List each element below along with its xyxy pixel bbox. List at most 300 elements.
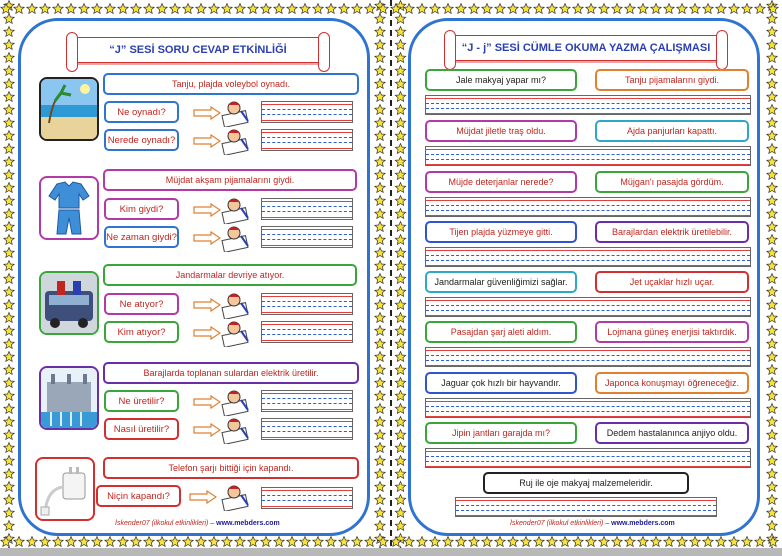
star-icon — [4, 261, 14, 271]
star-icon — [375, 443, 385, 453]
star-icon — [767, 495, 777, 505]
question-text: Niçin kapandı? — [107, 490, 170, 502]
sentence-box — [103, 457, 359, 479]
sentence-box — [595, 271, 749, 293]
star-icon — [395, 313, 405, 323]
question-text: Ne atıyor? — [119, 298, 164, 310]
star-icon — [4, 105, 14, 115]
sentence-text: Müjdat jiletle traş oldu. — [456, 126, 546, 136]
question-box — [96, 485, 181, 507]
star-icon — [767, 183, 777, 193]
star-icon — [4, 482, 14, 492]
star-icon — [755, 4, 765, 14]
star-icon — [4, 443, 14, 453]
star-icon — [4, 430, 14, 440]
writing-lines[interactable] — [425, 347, 751, 367]
star-icon — [4, 131, 14, 141]
star-icon — [375, 352, 385, 362]
star-icon — [395, 469, 405, 479]
writing-lines[interactable] — [425, 95, 751, 115]
writing-child-icon — [221, 291, 251, 319]
star-icon — [375, 495, 385, 505]
star-icon — [767, 196, 777, 206]
question-box — [104, 101, 179, 123]
star-icon — [395, 40, 405, 50]
dam-picture — [39, 366, 99, 430]
arrow-icon — [193, 423, 221, 437]
star-icon — [105, 4, 115, 14]
arrow-icon — [189, 490, 217, 504]
question-box — [104, 226, 179, 248]
star-icon — [14, 537, 24, 547]
sentence-box — [103, 169, 357, 191]
star-icon — [157, 4, 167, 14]
footer-author: İskender07 (ilkokul etkinlikleri) — [510, 520, 604, 527]
sentence-text: Tijen plajda yüzmeye gitti. — [449, 227, 553, 237]
sentence-box — [483, 472, 689, 494]
beach-picture — [39, 77, 99, 141]
star-icon — [118, 4, 128, 14]
charger-picture — [35, 457, 95, 521]
star-icon — [395, 92, 405, 102]
star-icon — [375, 248, 385, 258]
star-icon — [767, 313, 777, 323]
star-icon — [4, 300, 14, 310]
star-icon — [443, 4, 453, 14]
star-icon — [378, 537, 388, 547]
star-icon — [157, 537, 167, 547]
star-icon — [1, 4, 11, 14]
star-icon — [395, 274, 405, 284]
star-icon — [767, 274, 777, 284]
star-icon — [768, 537, 778, 547]
sentence-box — [425, 372, 577, 394]
star-icon — [40, 537, 50, 547]
star-icon — [4, 417, 14, 427]
star-icon — [313, 4, 323, 14]
sentence-box — [103, 362, 359, 384]
star-icon — [767, 417, 777, 427]
question-box — [104, 418, 179, 440]
arrow-icon — [193, 134, 221, 148]
star-icon — [375, 183, 385, 193]
pajamas-image — [41, 178, 97, 238]
gendarmerie-picture — [39, 271, 99, 335]
footer-author: İskender07 (ilkokul etkinlikleri) — [115, 520, 209, 527]
star-icon — [105, 537, 115, 547]
star-icon — [767, 391, 777, 401]
star-icon — [375, 131, 385, 141]
star-icon — [131, 537, 141, 547]
question-box — [104, 129, 179, 151]
star-icon — [508, 537, 518, 547]
center-right-star-border — [393, 0, 408, 556]
star-icon — [4, 66, 14, 76]
question-text: Ne oynadı? — [117, 106, 166, 118]
star-icon — [4, 209, 14, 219]
star-icon — [547, 537, 557, 547]
star-icon — [287, 537, 297, 547]
star-icon — [339, 537, 349, 547]
star-icon — [716, 4, 726, 14]
beach-image — [41, 79, 97, 139]
star-icon — [375, 157, 385, 167]
dam-image — [41, 368, 97, 428]
star-icon — [690, 4, 700, 14]
footer-site: www.mebders.com — [216, 520, 280, 527]
sentence-box — [425, 120, 577, 142]
star-icon — [395, 430, 405, 440]
star-icon — [4, 326, 14, 336]
star-icon — [375, 66, 385, 76]
question-box — [104, 390, 179, 412]
star-icon — [4, 339, 14, 349]
star-icon — [391, 537, 401, 547]
star-icon — [375, 92, 385, 102]
star-icon — [767, 352, 777, 362]
writing-lines[interactable] — [425, 297, 751, 317]
question-text: Ne üretilir? — [118, 395, 165, 407]
arrow-icon — [193, 326, 221, 340]
answer-lines[interactable] — [261, 418, 353, 440]
star-icon — [729, 4, 739, 14]
star-icon — [456, 537, 466, 547]
star-icon — [375, 521, 385, 531]
sentence-text: Telefon şarjı bittiği için kapandı. — [168, 463, 294, 473]
star-icon — [375, 170, 385, 180]
arrow-icon — [193, 203, 221, 217]
star-icon — [417, 4, 427, 14]
sentence-box — [595, 372, 749, 394]
star-icon — [4, 183, 14, 193]
star-icon — [4, 352, 14, 362]
star-icon — [651, 4, 661, 14]
writing-lines[interactable] — [425, 146, 751, 166]
star-icon — [729, 537, 739, 547]
star-icon — [391, 4, 401, 14]
answer-lines[interactable] — [261, 226, 353, 248]
star-icon — [430, 537, 440, 547]
star-icon — [375, 391, 385, 401]
answer-lines[interactable] — [261, 101, 353, 123]
star-icon — [4, 495, 14, 505]
star-icon — [79, 4, 89, 14]
star-icon — [196, 537, 206, 547]
star-icon — [170, 4, 180, 14]
star-icon — [1, 537, 11, 547]
star-icon — [4, 170, 14, 180]
star-icon — [375, 118, 385, 128]
arrow-icon — [193, 231, 221, 245]
star-icon — [742, 4, 752, 14]
sentence-box — [425, 321, 577, 343]
sentence-box — [595, 120, 749, 142]
star-icon — [395, 521, 405, 531]
sentence-box — [425, 422, 577, 444]
star-icon — [767, 53, 777, 63]
star-icon — [170, 537, 180, 547]
writing-lines[interactable] — [455, 497, 717, 517]
star-icon — [573, 4, 583, 14]
star-icon — [395, 131, 405, 141]
right-title-banner — [451, 35, 721, 61]
sentence-text: Barajlardan elektrik üretilebilir. — [611, 227, 733, 237]
star-icon — [767, 222, 777, 232]
writing-child-icon — [221, 196, 251, 224]
sentence-writing-worksheet — [408, 18, 760, 536]
answer-lines[interactable] — [261, 321, 353, 343]
pajamas-picture — [39, 176, 99, 240]
answer-lines[interactable] — [261, 198, 353, 220]
star-icon — [395, 183, 405, 193]
sentence-box — [425, 69, 577, 91]
left-title: “J” SESİ SORU CEVAP ETKİNLİĞİ — [109, 44, 287, 56]
star-icon — [534, 4, 544, 14]
question-answer-worksheet — [18, 18, 370, 536]
star-icon — [404, 537, 414, 547]
star-icon — [144, 537, 154, 547]
star-icon — [274, 4, 284, 14]
star-icon — [767, 365, 777, 375]
star-icon — [417, 537, 427, 547]
star-icon — [375, 144, 385, 154]
star-icon — [664, 4, 674, 14]
star-icon — [395, 404, 405, 414]
star-icon — [4, 391, 14, 401]
star-icon — [235, 537, 245, 547]
star-icon — [767, 105, 777, 115]
star-icon — [755, 537, 765, 547]
star-icon — [183, 537, 193, 547]
star-icon — [4, 92, 14, 102]
star-icon — [482, 4, 492, 14]
star-icon — [651, 537, 661, 547]
star-icon — [4, 118, 14, 128]
star-icon — [767, 131, 777, 141]
right-title: “J - j” SESİ CÜMLE OKUMA YAZMA ÇALIŞMASI — [461, 42, 711, 54]
writing-child-icon — [221, 224, 251, 252]
star-icon — [395, 417, 405, 427]
star-icon — [395, 287, 405, 297]
sentence-text: Tanju, plajda voleybol oynadı. — [171, 79, 291, 89]
star-icon — [4, 27, 14, 37]
star-icon — [339, 4, 349, 14]
star-icon — [375, 482, 385, 492]
star-icon — [395, 443, 405, 453]
sentence-box — [103, 73, 359, 95]
star-icon — [767, 261, 777, 271]
star-icon — [767, 482, 777, 492]
sentence-box — [103, 264, 357, 286]
star-icon — [4, 313, 14, 323]
writing-lines[interactable] — [425, 448, 751, 468]
left-star-border — [0, 0, 18, 556]
footer-separator: – — [603, 520, 612, 527]
star-icon — [222, 4, 232, 14]
star-icon — [767, 118, 777, 128]
star-icon — [144, 4, 154, 14]
sentence-text: Jandarmalar devriye atıyor. — [175, 270, 285, 280]
star-icon — [767, 300, 777, 310]
sentence-text: Jaguar çok hızlı bir hayvandır. — [441, 378, 561, 388]
star-icon — [209, 4, 219, 14]
star-icon — [395, 222, 405, 232]
star-icon — [313, 537, 323, 547]
star-icon — [443, 537, 453, 547]
left-footer — [115, 520, 280, 527]
star-icon — [66, 4, 76, 14]
star-icon — [375, 196, 385, 206]
star-icon — [4, 222, 14, 232]
left-title-banner — [73, 37, 323, 63]
star-icon — [599, 4, 609, 14]
sentence-text: Ajda panjurları kapattı. — [626, 126, 718, 136]
star-icon — [395, 378, 405, 388]
star-icon — [767, 79, 777, 89]
star-icon — [482, 537, 492, 547]
star-icon — [395, 495, 405, 505]
writing-child-icon — [221, 127, 251, 155]
sentence-box — [425, 221, 577, 243]
center-left-star-border — [371, 0, 389, 556]
star-icon — [326, 537, 336, 547]
star-icon — [430, 4, 440, 14]
star-icon — [469, 4, 479, 14]
star-icon — [395, 144, 405, 154]
star-icon — [365, 4, 375, 14]
star-icon — [560, 4, 570, 14]
writing-lines[interactable] — [425, 247, 751, 267]
star-icon — [767, 456, 777, 466]
star-icon — [767, 404, 777, 414]
sentence-text: Jale makyaj yapar mı? — [455, 75, 547, 85]
star-icon — [375, 274, 385, 284]
star-icon — [4, 274, 14, 284]
star-icon — [183, 4, 193, 14]
star-icon — [767, 430, 777, 440]
star-icon — [118, 537, 128, 547]
star-icon — [4, 40, 14, 50]
star-icon — [767, 339, 777, 349]
sentence-box — [595, 422, 749, 444]
star-icon — [767, 92, 777, 102]
arrow-icon — [193, 395, 221, 409]
star-icon — [27, 537, 37, 547]
page-divider — [390, 0, 392, 556]
star-icon — [703, 537, 713, 547]
star-icon — [4, 248, 14, 258]
star-icon — [300, 537, 310, 547]
sentence-box — [595, 221, 749, 243]
star-icon — [352, 537, 362, 547]
star-icon — [92, 537, 102, 547]
bottom-band — [0, 548, 782, 556]
sentence-text: Ruj ile oje makyaj malzemeleridir. — [519, 478, 653, 488]
arrow-icon — [193, 106, 221, 120]
star-icon — [261, 537, 271, 547]
star-icon — [4, 196, 14, 206]
sentence-text: Lojmana güneş enerjisi taktırdık. — [607, 327, 737, 337]
star-icon — [14, 4, 24, 14]
answer-lines[interactable] — [261, 129, 353, 151]
star-icon — [767, 326, 777, 336]
star-icon — [4, 508, 14, 518]
sentence-text: Müjde deterjanlar nerede? — [448, 177, 554, 187]
answer-lines[interactable] — [261, 487, 353, 509]
star-icon — [395, 105, 405, 115]
writing-lines[interactable] — [425, 197, 751, 217]
sentence-box — [425, 271, 577, 293]
question-box — [104, 293, 179, 315]
star-icon — [4, 53, 14, 63]
star-icon — [222, 537, 232, 547]
star-icon — [375, 287, 385, 297]
arrow-icon — [193, 298, 221, 312]
gendarmerie-image — [41, 273, 97, 333]
question-text: Nasıl üretilir? — [113, 423, 170, 435]
star-icon — [375, 209, 385, 219]
star-icon — [638, 537, 648, 547]
star-icon — [375, 53, 385, 63]
star-icon — [395, 326, 405, 336]
sentence-text: Dedem hastalanınca anjiyo oldu. — [606, 428, 738, 438]
star-icon — [287, 4, 297, 14]
star-icon — [395, 300, 405, 310]
star-icon — [4, 365, 14, 375]
footer-separator: – — [208, 520, 217, 527]
star-icon — [375, 261, 385, 271]
star-icon — [586, 537, 596, 547]
writing-lines[interactable] — [425, 398, 751, 418]
star-icon — [395, 53, 405, 63]
star-icon — [508, 4, 518, 14]
star-icon — [235, 4, 245, 14]
writing-child-icon — [221, 99, 251, 127]
star-icon — [365, 537, 375, 547]
star-icon — [768, 4, 778, 14]
star-icon — [677, 537, 687, 547]
question-text: Kim giydi? — [119, 203, 164, 215]
star-icon — [767, 170, 777, 180]
star-icon — [395, 196, 405, 206]
star-icon — [767, 144, 777, 154]
star-icon — [677, 4, 687, 14]
star-icon — [456, 4, 466, 14]
star-icon — [4, 469, 14, 479]
star-icon — [375, 27, 385, 37]
answer-lines[interactable] — [261, 293, 353, 315]
star-icon — [53, 4, 63, 14]
star-icon — [131, 4, 141, 14]
star-icon — [4, 144, 14, 154]
star-icon — [4, 456, 14, 466]
star-icon — [395, 118, 405, 128]
star-icon — [767, 209, 777, 219]
question-text: Ne zaman giydi? — [106, 231, 177, 243]
star-icon — [4, 79, 14, 89]
star-icon — [209, 537, 219, 547]
star-icon — [375, 339, 385, 349]
right-star-border — [762, 0, 782, 556]
answer-lines[interactable] — [261, 390, 353, 412]
star-icon — [767, 521, 777, 531]
star-icon — [395, 352, 405, 362]
star-icon — [4, 521, 14, 531]
star-icon — [716, 537, 726, 547]
star-icon — [395, 456, 405, 466]
star-icon — [560, 537, 570, 547]
star-icon — [469, 537, 479, 547]
